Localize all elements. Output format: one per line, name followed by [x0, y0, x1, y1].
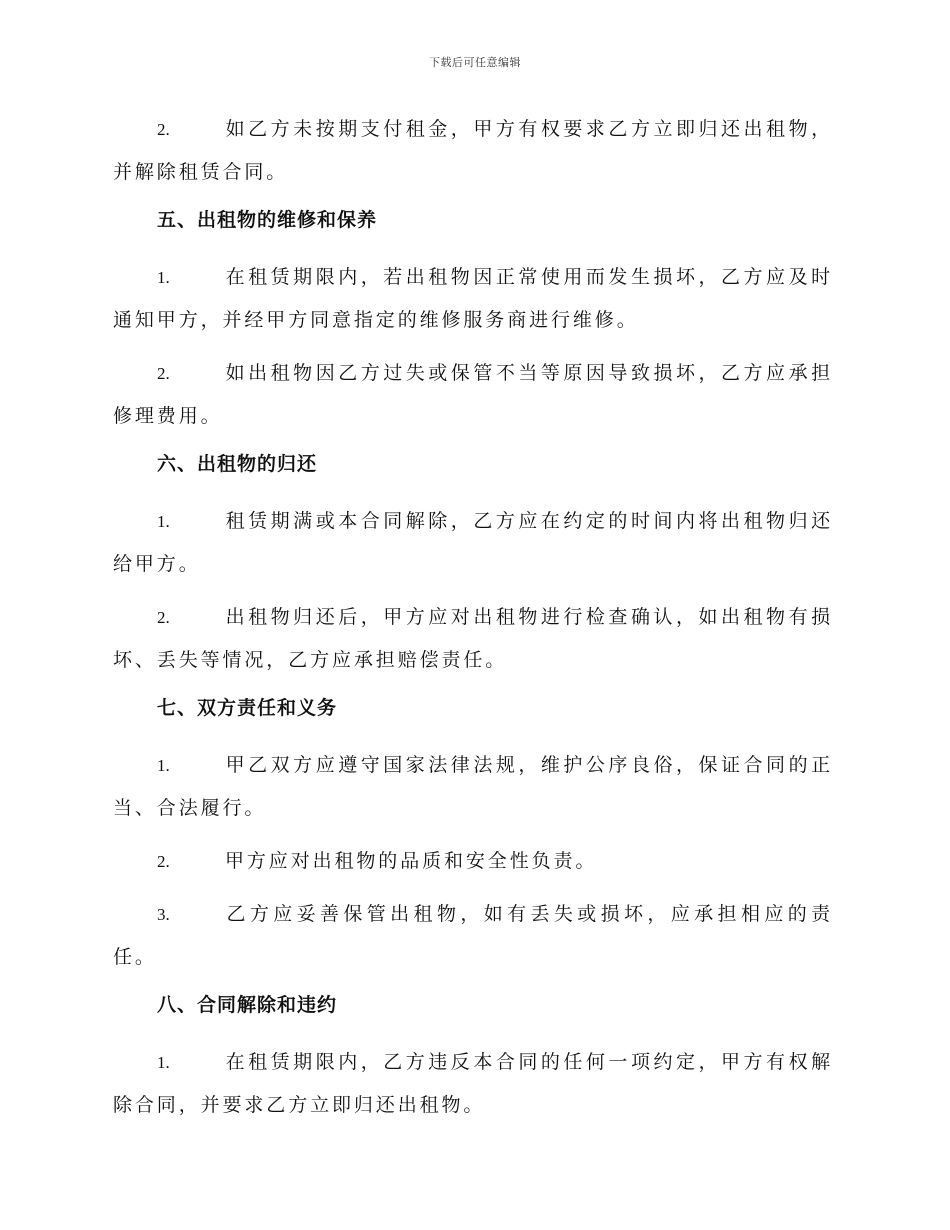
clause-text: 乙方应妥善保管出租物，如有丢失或损坏，应承担相应的责任。 [113, 903, 833, 968]
clause-number: 1. [157, 1053, 170, 1072]
clause-5-2 [113, 352, 833, 438]
clause-text: 租赁期满或本合同解除，乙方应在约定的时间内将出租物归还给甲方。 [113, 510, 833, 575]
clause-number: 1. [157, 268, 170, 287]
clause-text: 如乙方未按期支付租金，甲方有权要求乙方立即归还出租物，并解除租赁合同。 [113, 118, 833, 183]
clause-text: 出租物归还后，甲方应对出租物进行检查确认，如出租物有损坏、丢失等情况，乙方应承担赔偿责任。 [113, 606, 833, 671]
clause-4-2 [113, 108, 833, 194]
clause-text: 甲乙双方应遵守国家法律法规，维护公序良俗，保证合同的正当、合法履行。 [113, 754, 833, 819]
clause-7-1 [113, 744, 833, 830]
clause-number: 3. [157, 905, 170, 924]
clause-text: 在租赁期限内，若出租物因正常使用而发生损坏，乙方应及时通知甲方，并经甲方同意指定的维修服务商进行维修。 [113, 266, 833, 331]
section-heading-5: 五、出租物的维修和保养 [157, 209, 378, 231]
clause-number: 2. [157, 608, 170, 627]
clause-text: 在租赁期限内，乙方违反本合同的任何一项约定，甲方有权解除合同，并要求乙方立即归还出租物。 [113, 1051, 833, 1116]
clause-number: 2. [157, 852, 170, 871]
page-header: 下载后可任意编辑 [429, 56, 521, 69]
section-heading-6: 六、出租物的归还 [157, 453, 318, 475]
clause-number: 2. [157, 364, 170, 383]
section-heading-7: 七、双方责任和义务 [157, 697, 338, 719]
clause-5-1 [113, 256, 833, 342]
clause-number: 1. [157, 512, 170, 531]
clause-number: 2. [157, 120, 170, 139]
clause-6-1 [113, 500, 833, 586]
document-body [113, 108, 833, 1127]
clause-text: 甲方应对出租物的品质和安全性负责。 [225, 850, 598, 872]
clause-number: 1. [157, 756, 170, 775]
clause-text: 如出租物因乙方过失或保管不当等原因导致损坏，乙方应承担修理费用。 [113, 362, 833, 427]
clause-8-1 [113, 1041, 833, 1127]
clause-7-3 [113, 893, 833, 979]
clause-7-2 [113, 840, 833, 883]
clause-6-2 [113, 596, 833, 682]
section-heading-8: 八、合同解除和违约 [157, 994, 338, 1016]
